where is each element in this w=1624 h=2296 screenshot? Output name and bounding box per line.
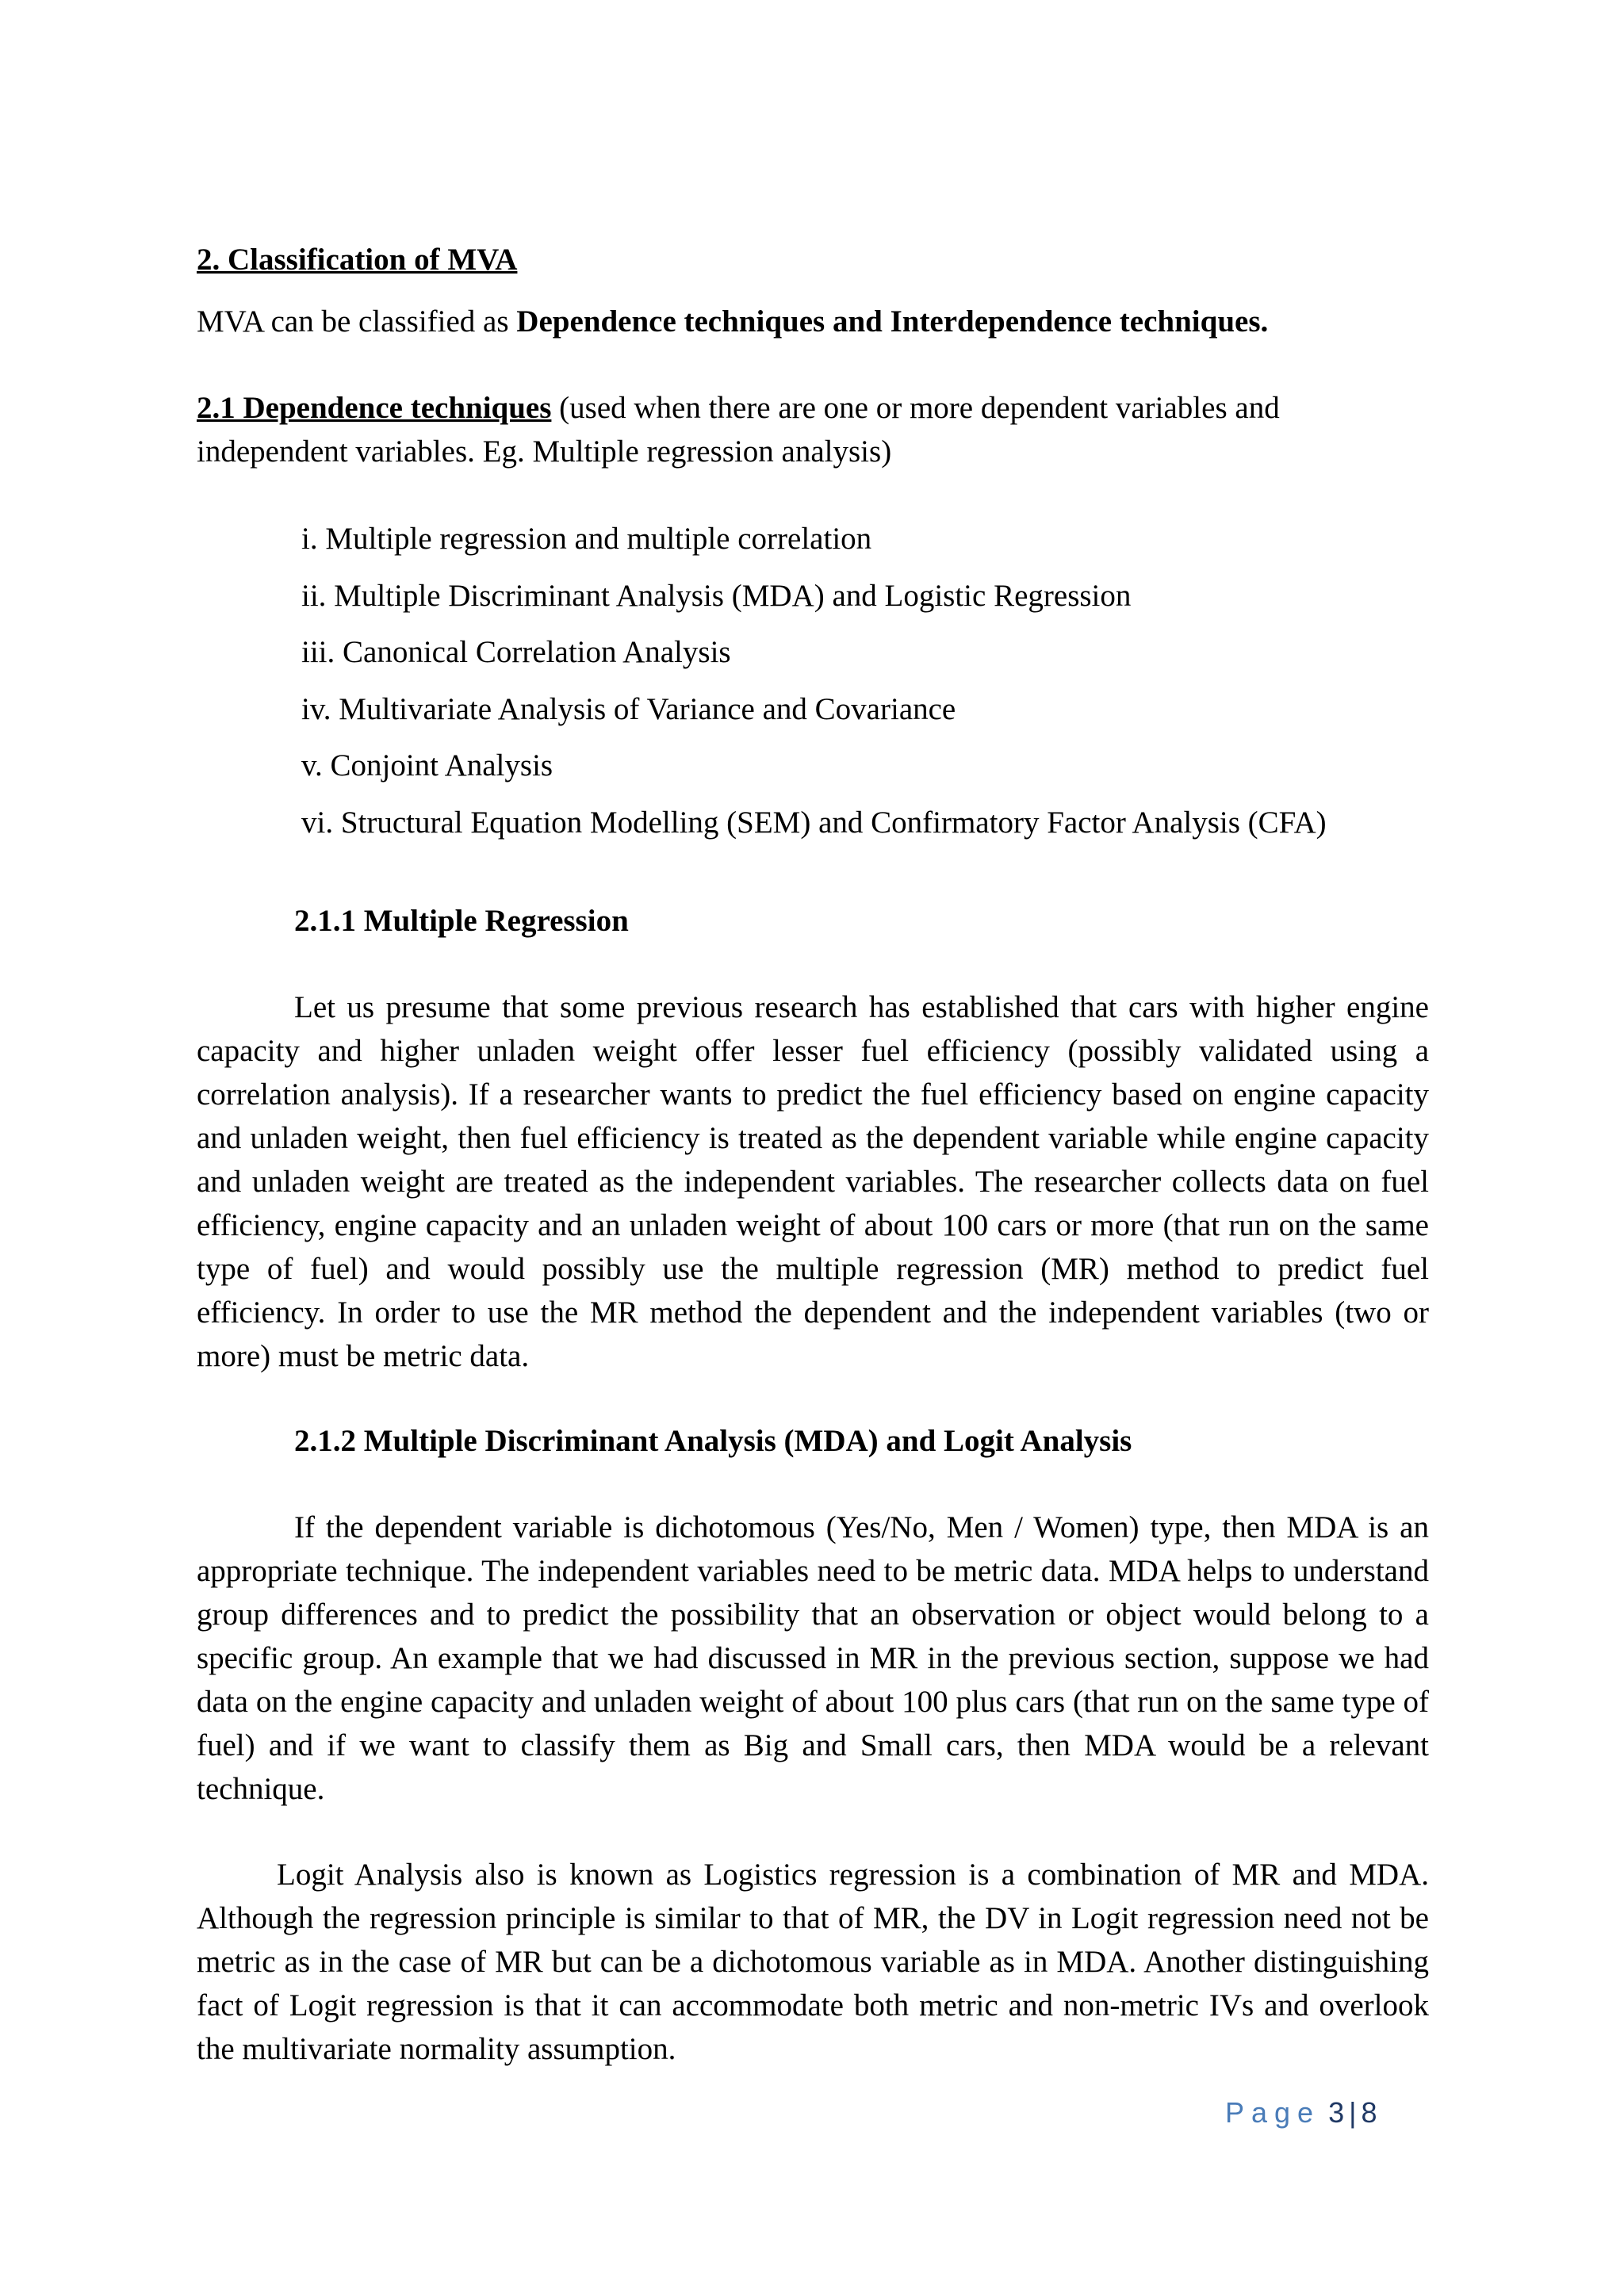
mda-paragraph: If the dependent variable is dichotomous (Yes/No, Men / Women) type, then MDA is an appropriate technique. The independent variables need to be metric data. MDA helps to understand group differences and to predict the possibility that an observation or object would belong to a specific group. An example that we had discussed in MR in the previous section, suppose we had data on the engine capacity and unladen weight of about 100 plus cars (that run on the same type of fuel) and if we want to classify them as Big and Small cars, then MDA would be a relevant technique.: [197, 1510, 1429, 1806]
current-page-number: 3: [1328, 2096, 1345, 2129]
logit-paragraph: Logit Analysis also is known as Logistics regression is a combination of MR and MDA. Although the regression principle is similar to that of MR, the DV in Logit regression need not be metric as in the case of MR but can be a dichotomous variable as in MDA. Another distinguishing fact of Logit regression is that it can accommodate both metric and non-metric IVs and overlook the multivariate normality assumption.: [197, 1858, 1429, 2066]
dependence-description: (used when there are one or more dependent variables and independent variables. Eg. Multiple regression analysis): [197, 391, 1280, 469]
list-item: ii. Multiple Discriminant Analysis (MDA) and Logistic Regression: [301, 578, 1132, 613]
list-item: i. Multiple regression and multiple correlation: [301, 522, 872, 556]
intro-text: MVA can be classified as: [197, 304, 517, 339]
dependence-intro: [197, 386, 1429, 473]
section-heading: 2. Classification of MVA: [197, 243, 518, 277]
intro-paragraph: [197, 300, 1429, 343]
list-item: iii. Canonical Correlation Analysis: [301, 635, 731, 669]
list-item: v. Conjoint Analysis: [301, 748, 553, 783]
multiple-regression-paragraph: Let us presume that some previous research has established that cars with higher engine capacity and higher unladen weight offer lesser fuel efficiency (possibly validated using a correlation analysis). If a researcher wants to predict the fuel efficiency based on engine capacity and unladen weight, then fuel efficiency is treated as the dependent variable while engine capacity and unladen weight are treated as the independent variables. The researcher collects data on fuel efficiency, engine capacity and an unladen weight of about 100 cars or more (that run on the same type of fuel) and would possibly use the multiple regression (MR) method to predict fuel efficiency. In order to use the MR method the dependent and the independent variables (two or more) must be metric data.: [197, 990, 1429, 1373]
techniques-list: [301, 517, 1327, 857]
page-label: Page: [1225, 2096, 1321, 2129]
dependence-heading: 2.1 Dependence techniques: [197, 391, 552, 425]
intro-bold-text: Dependence techniques and Interdependence techniques.: [516, 304, 1269, 339]
page-separator: |: [1349, 2096, 1357, 2129]
mda-heading: 2.1.2 Multiple Discriminant Analysis (MDA) and Logit Analysis: [294, 1424, 1132, 1458]
list-item: iv. Multivariate Analysis of Variance and Covariance: [301, 691, 956, 726]
multiple-regression-heading: 2.1.1 Multiple Regression: [294, 904, 629, 938]
list-item: vi. Structural Equation Modelling (SEM) and Confirmatory Factor Analysis (CFA): [301, 805, 1327, 840]
total-pages-number: 8: [1361, 2096, 1377, 2129]
page-footer: [1225, 2091, 1377, 2134]
